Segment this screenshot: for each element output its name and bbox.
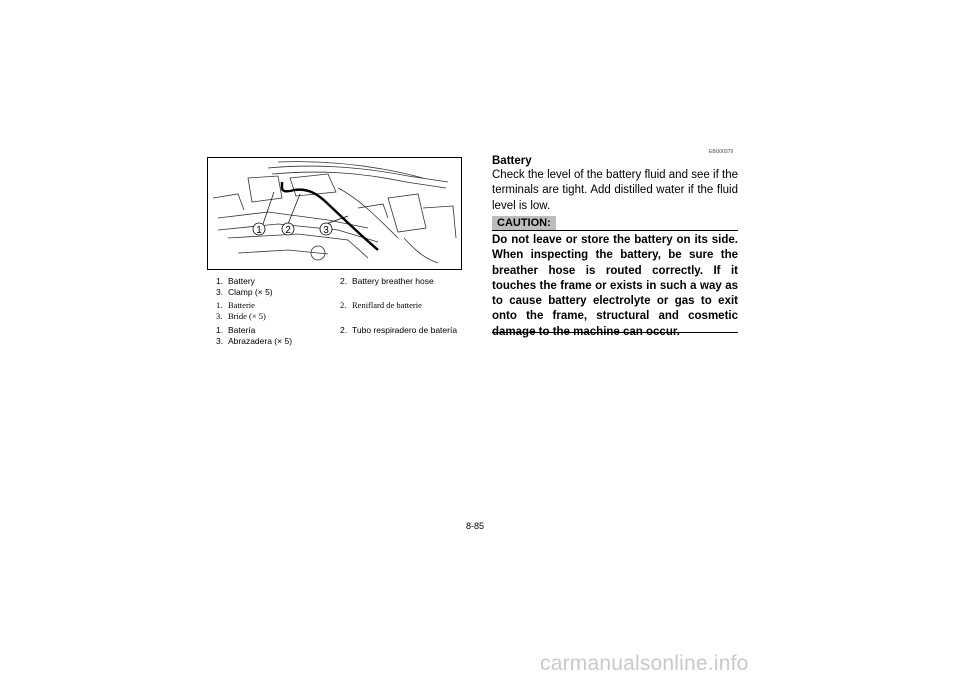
page-number: 8-85 — [466, 521, 485, 531]
intro-text: Check the level of the battery fluid and see if the terminals are tight. Add distilled water if the fluid level is low. — [492, 169, 738, 212]
doc-code: EBU00379 — [709, 149, 734, 155]
legend-text: Abrazadera (× 5) — [228, 336, 293, 346]
caution-text: Do not leave or store the battery on its side. When inspecting the battery, be sure the breather hose is routed correctly. If it touches the frame or exists in such a way as to cause battery electrolyte or gas to exit onto the frame, structural and cosmetic damage to the machine can occur. — [492, 234, 738, 338]
caution-label: CAUTION: — [492, 216, 556, 230]
callout-2: 2 — [285, 225, 291, 236]
legend-num: 3. — [216, 287, 224, 297]
legend-num: 2. — [340, 276, 348, 286]
battery-diagram — [207, 157, 462, 270]
legend-num: 1. — [216, 300, 223, 310]
caution-top-rule — [492, 230, 738, 231]
callout-1: 1 — [256, 225, 262, 236]
legend-text: Tubo respiradero de batería — [352, 325, 458, 335]
callout-3: 3 — [323, 225, 329, 236]
watermark: carmanualsonline.info — [540, 652, 749, 675]
caution-bottom-rule — [492, 332, 738, 333]
legend-text: Clamp (× 5) — [228, 287, 273, 297]
legend-num: 2. — [340, 300, 347, 310]
legend-num: 3. — [216, 311, 223, 321]
legend-french — [216, 300, 422, 322]
legend-spanish — [216, 325, 457, 347]
legend-text: Bride (× 5) — [228, 311, 266, 321]
legend-text: Battery — [228, 276, 255, 286]
legend-num: 1. — [216, 276, 224, 286]
section-title: Battery — [492, 155, 532, 167]
legend-text: Batterie — [228, 300, 255, 310]
legend-text: Batería — [228, 325, 256, 335]
legend-text: Reniflard de batterie — [352, 300, 422, 310]
legend-num: 1. — [216, 325, 224, 335]
legend-english — [216, 276, 434, 298]
legend-num: 2. — [340, 325, 348, 335]
legend-num: 3. — [216, 336, 224, 346]
legend-text: Battery breather hose — [352, 276, 434, 286]
